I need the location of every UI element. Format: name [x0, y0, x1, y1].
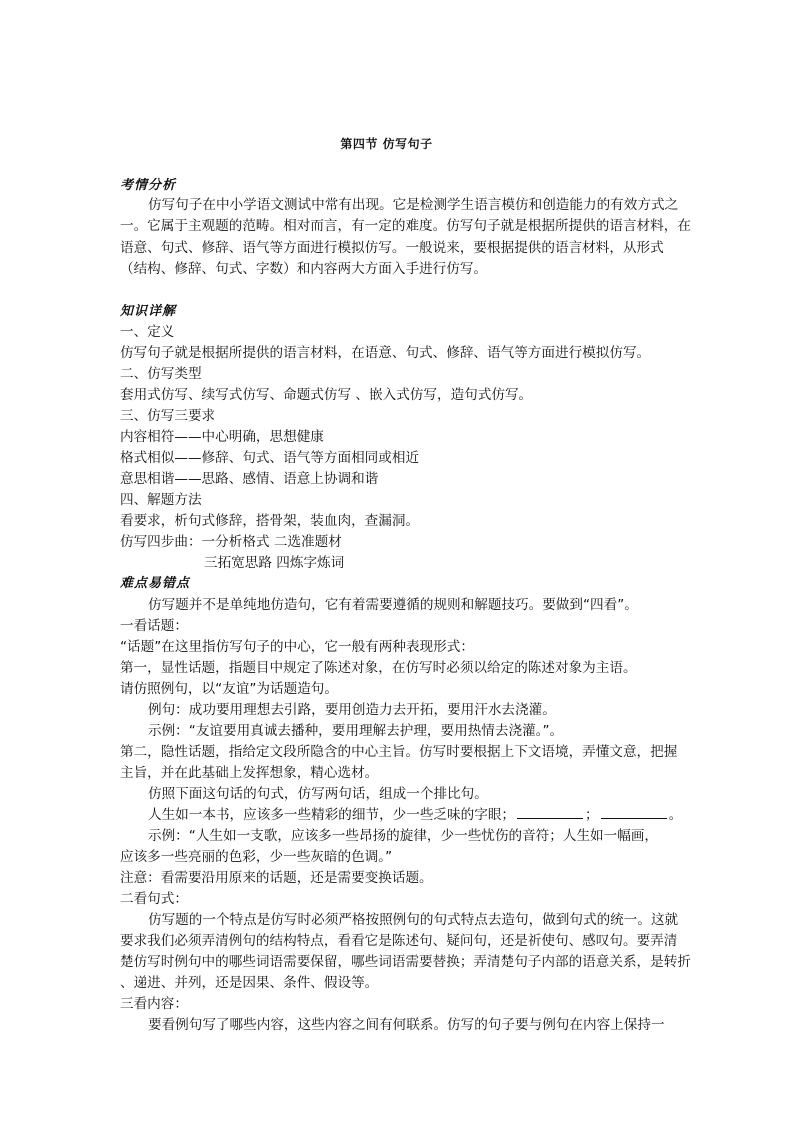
look2-line: 仿写题的一个特点是仿写时必须严格按照例句的句式特点去造句，做到句式的统一。这就 [148, 912, 679, 928]
answer-blank-2[interactable] [601, 806, 667, 819]
subheading-types: 二、仿写类型 [120, 366, 202, 382]
paragraph-line: 语意、句式、修辞、语气等方面进行模拟仿写。一般说来，要根据提供的语言材料，从形式 [120, 240, 664, 256]
look1-title: 一看话题： [120, 618, 188, 634]
example1-sentence: 例句：成功要用理想去引路，要用创造力去开拓，要用汗水去浇灌。 [148, 702, 556, 718]
definition-text: 仿写句子就是根据所提供的语言材料，在语意、句式、修辞、语气等方面进行模拟仿写。 [120, 345, 651, 361]
look2-line: 楚仿写时例句中的哪些词语需要保留，哪些词语需要替换；弄清楚句子内部的语意关系，是转折 [120, 954, 691, 970]
difficulties-intro: 仿写题并不是单纯地仿造句，它有着需要遵循的规则和解题技巧。要做到“四看”。 [148, 597, 638, 613]
example1-prompt: 请仿照例句，以“友谊”为话题造句。 [120, 681, 338, 697]
subheading-method: 四、解题方法 [120, 492, 202, 508]
example2-text: 人生如一本书，应该多一些精彩的细节，少一些乏味的字眼； [148, 807, 516, 823]
answer-blank-1[interactable] [517, 806, 583, 819]
look2-title: 二看句式： [120, 891, 188, 907]
steps-line-1: 仿写四步曲：一分析格式 二选准题材 [120, 534, 342, 550]
look3-title: 三看内容： [120, 996, 188, 1012]
types-text: 套用式仿写、续写式仿写、命题式仿写 、嵌入式仿写，造句式仿写。 [120, 387, 533, 403]
requirement-item: 意思相谐——思路、感情、语意上协调和谐 [120, 471, 379, 487]
first-topic-line: 第一，显性话题，指题目中规定了陈述对象，在仿写时必须以给定的陈述对象为主语。 [120, 660, 637, 676]
section-heading-knowledge: 知识详解 [120, 304, 177, 319]
method-text: 看要求，析句式修辞，搭骨架，装血肉，查漏洞。 [120, 513, 420, 529]
steps-line-2: 三拓宽思路 四炼字炼词 [204, 555, 345, 571]
look3-line: 要看例句写了哪些内容，这些内容之间有何联系。仿写的句子要与例句在内容上保持一 [148, 1017, 665, 1033]
example2-separator: ； [585, 807, 599, 823]
example2-sample-line-2: 应该多一些亮丽的色彩，少一些灰暗的色调。” [120, 849, 393, 865]
paragraph-line: 一。它属于主观题的范畴。相对而言，有一定的难度。仿写句子就是根据所提供的语言材料，在 [120, 218, 691, 234]
look2-line: 、递进、并列，还是因果、条件、假设等。 [120, 975, 379, 991]
second-topic-line-1: 第二，隐性话题，指给定文段所隐含的中心主旨。仿写时要根据上下文语境，弄懂文意，把握 [120, 744, 678, 760]
second-topic-line-2: 主旨，并在此基础上发挥想象，精心选材。 [120, 765, 379, 781]
subheading-requirements: 三、仿写三要求 [120, 408, 216, 424]
example1-sample: 示例：“友谊要用真诚去播种，要用理解去护理，要用热情去浇灌。”。 [148, 723, 564, 739]
look2-line: 要求我们必须弄清例句的结构特点，看看它是陈述句、疑问句，还是祈使句、感叹句。要弄清 [120, 933, 678, 949]
look1-desc: “话题”在这里指仿写句子的中心，它一般有两种表现形式： [120, 639, 474, 655]
paragraph-line: （结构、修辞、句式、字数）和内容两大方面入手进行仿写。 [120, 261, 488, 277]
note-line: 注意：看需要沿用原来的话题，还是需要变换话题。 [120, 870, 433, 886]
page-title: 第四节 仿写句子 [340, 137, 433, 151]
requirement-item: 格式相似——修辞、句式、语气等方面相同或相近 [120, 450, 420, 466]
subheading-definition: 一、定义 [120, 324, 175, 340]
section-heading-difficulties: 难点易错点 [120, 576, 191, 591]
section-heading-exam-analysis: 考情分析 [120, 178, 177, 193]
example2-prompt: 仿照下面这句话的句式，仿写两句话，组成一个排比句。 [148, 786, 488, 802]
example2-sample-line-1: 示例：“人生如一支歌，应该多一些昂扬的旋律，少一些忧伤的音符；人生如一幅画， [148, 828, 659, 844]
example2-sentence [148, 805, 682, 825]
paragraph-line: 仿写句子在中小学语文测试中常有出现。它是检测学生语言模仿和创造能力的有效方式之 [148, 197, 679, 213]
example2-end: 。 [668, 807, 683, 823]
requirement-item: 内容相符——中心明确，思想健康 [120, 429, 324, 445]
